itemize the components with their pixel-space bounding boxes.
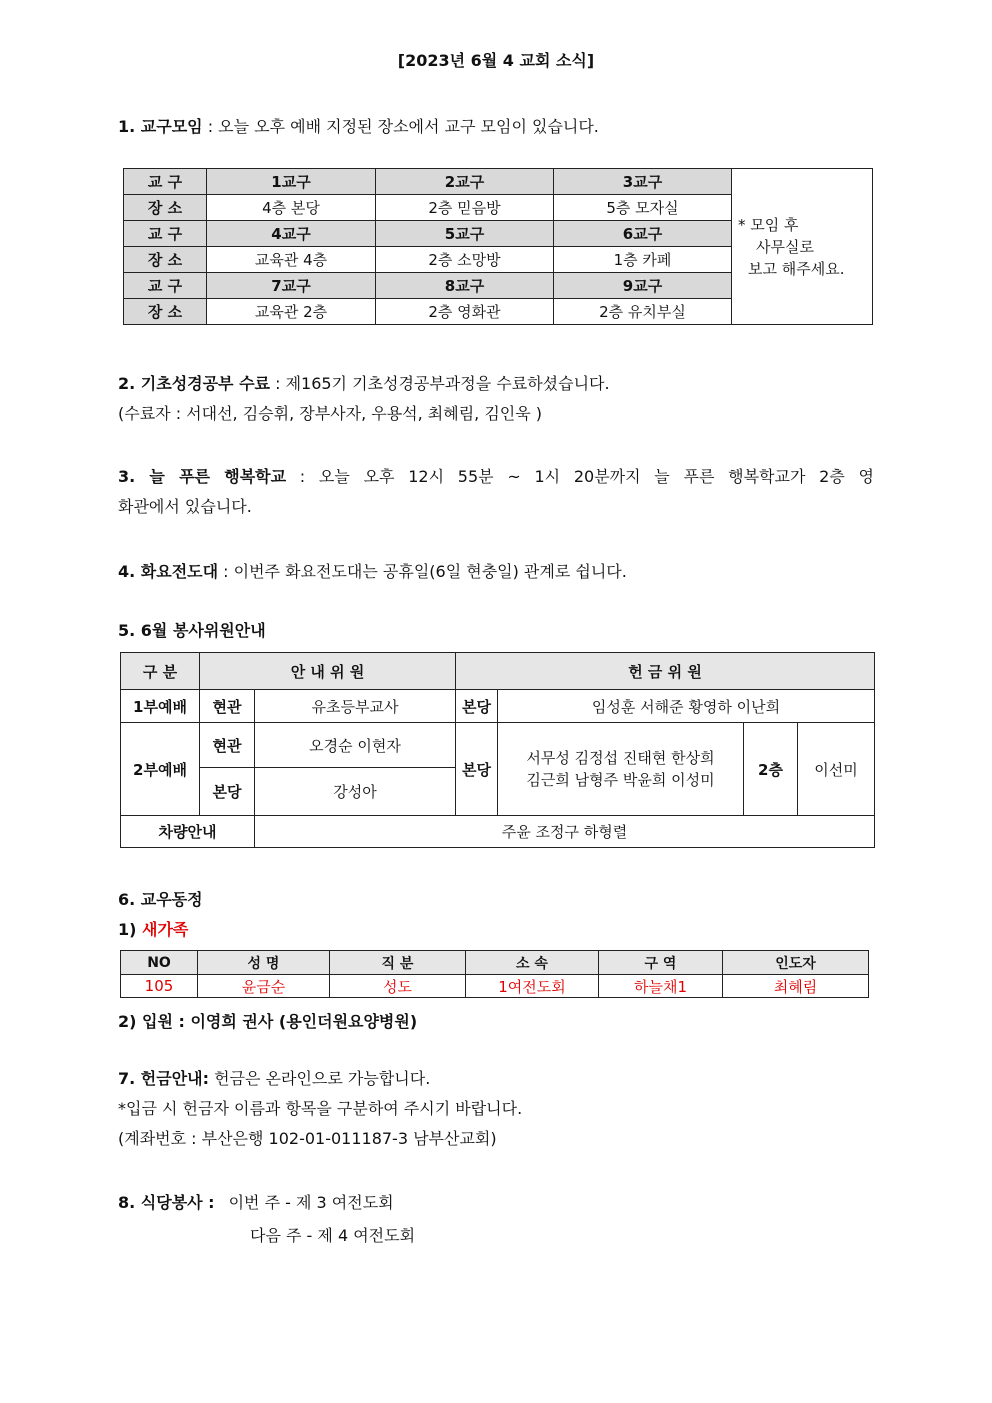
section-7-line3: (계좌번호 : 부산은행 102-01-011187-3 남부산교회) [118,1129,497,1148]
district-cell: 2교구 [376,169,554,195]
section-8-heading: 8. 식당봉사 : [118,1193,215,1212]
usher-names: 유초등부교사 [255,690,456,723]
place-cell: 4층 본당 [207,195,376,221]
section-6-heading: 6. 교우동정 [118,890,203,909]
place-cell: 5층 모자실 [554,195,732,221]
section-7-line2: *입금 시 헌금자 이름과 항목을 구분하여 주시기 바랍니다. [118,1099,523,1118]
location-label: 현관 [200,723,255,768]
offering-names-line: 서무성 김정섭 진태현 한상희 [526,749,715,767]
usher-names: 강성아 [255,768,456,816]
section-2-text: : 제165기 기초성경공부과정을 수료하셨습니다. [270,374,610,393]
section-6 [118,885,874,945]
label-gyogu: 교 구 [124,221,207,247]
section-3-line2: 화관에서 있습니다. [118,497,252,516]
note-line: * 모임 후 [738,215,799,234]
section-1 [118,112,874,142]
floor-name: 이선미 [798,723,875,816]
district-cell: 4교구 [207,221,376,247]
section-5 [118,616,874,646]
section-4-heading: 4. 화요전도대 [118,562,219,581]
place-cell: 2층 유치부실 [554,299,732,325]
service-label: 2부예배 [121,723,200,816]
section-8 [118,1188,874,1251]
vehicle-names: 주윤 조정구 하형렬 [255,816,875,848]
column-header: 소 속 [466,951,599,975]
section-3-heading: 3. 늘 푸른 행복학교 [118,467,287,486]
district-cell: 7교구 [207,273,376,299]
table-cell: 성도 [330,975,466,998]
header-annae: 안 내 위 원 [200,653,456,690]
label-gyogu: 교 구 [124,169,207,195]
subsection-number: 1) [118,920,143,939]
district-cell: 9교구 [554,273,732,299]
place-cell: 2층 믿음방 [376,195,554,221]
district-cell: 6교구 [554,221,732,247]
vehicle-label: 차량안내 [121,816,255,848]
district-cell: 8교구 [376,273,554,299]
meal-service-next-week: 다음 주 - 제 4 여전도회 [250,1226,416,1245]
column-header: 구 역 [599,951,723,975]
place-cell: 2층 영화관 [376,299,554,325]
usher-names: 오경순 이현자 [255,723,456,768]
district-cell: 1교구 [207,169,376,195]
section-7-heading: 7. 헌금안내: [118,1069,210,1088]
place-cell: 교육관 2층 [207,299,376,325]
label-gyogu: 교 구 [124,273,207,299]
section-4 [118,557,874,587]
section-2-line2: (수료자 : 서대선, 김승휘, 장부사자, 우용석, 최혜림, 김인욱 ) [118,404,543,423]
place-cell: 교육관 4층 [207,247,376,273]
district-note [732,169,873,325]
note-line: 사무실로 [756,237,814,256]
offering-names: 임성훈 서해준 황영하 이난희 [498,690,875,723]
section-5-heading: 5. 6월 봉사위원안내 [118,621,266,640]
label-jangso: 장 소 [124,195,207,221]
table-cell: 105 [121,975,198,998]
section-2-heading: 2. 기초성경공부 수료 [118,374,270,393]
section-2 [118,369,874,429]
table-cell: 1여전도회 [466,975,599,998]
header-heongeum: 헌 금 위 원 [456,653,875,690]
new-family-table [120,950,869,998]
label-jangso: 장 소 [124,299,207,325]
column-header: 직 분 [330,951,466,975]
hospital-line: 2) 입원 : 이영희 권사 (용인더원요양병원) [118,1012,418,1031]
district-cell: 5교구 [376,221,554,247]
table-cell: 윤금순 [198,975,330,998]
page-title: [2023년 6월 4 교회 소식] [397,51,595,70]
place-cell: 2층 소망방 [376,247,554,273]
column-header: NO [121,951,198,975]
header-gubun: 구 분 [121,653,200,690]
column-header: 성 명 [198,951,330,975]
meal-service-this-week: 이번 주 - 제 3 여전도회 [228,1193,394,1212]
location-label: 현관 [200,690,255,723]
column-header: 인도자 [723,951,869,975]
service-label: 1부예배 [121,690,200,723]
section-3 [118,462,874,522]
table-cell: 최혜림 [723,975,869,998]
offering-names [498,723,744,816]
floor-label: 2층 [744,723,798,816]
section-3-text: : 오늘 오후 12시 55분 ~ 1시 20분까지 늘 푸른 행복학교가 2층 영 [286,467,874,486]
note-line: 보고 해주세요. [748,259,845,278]
section-1-text: : 오늘 오후 예배 지정된 장소에서 교구 모임이 있습니다. [202,117,599,136]
location-label: 본당 [200,768,255,816]
new-family-label: 새가족 [142,920,189,939]
district-table [123,168,873,325]
section-7 [118,1064,874,1154]
section-4-text: : 이번주 화요전도대는 공휴일(6일 현충일) 관계로 쉽니다. [218,562,627,581]
location-label: 본당 [456,723,498,816]
place-cell: 1층 카페 [554,247,732,273]
volunteer-table [120,652,875,848]
section-7-text: 헌금은 온라인으로 가능합니다. [209,1069,431,1088]
label-jangso: 장 소 [124,247,207,273]
location-label: 본당 [456,690,498,723]
section-1-heading: 1. 교구모임 [118,117,203,136]
district-cell: 3교구 [554,169,732,195]
offering-names-line: 김근희 남형주 박윤희 이성미 [526,771,715,789]
table-cell: 하늘채1 [599,975,723,998]
